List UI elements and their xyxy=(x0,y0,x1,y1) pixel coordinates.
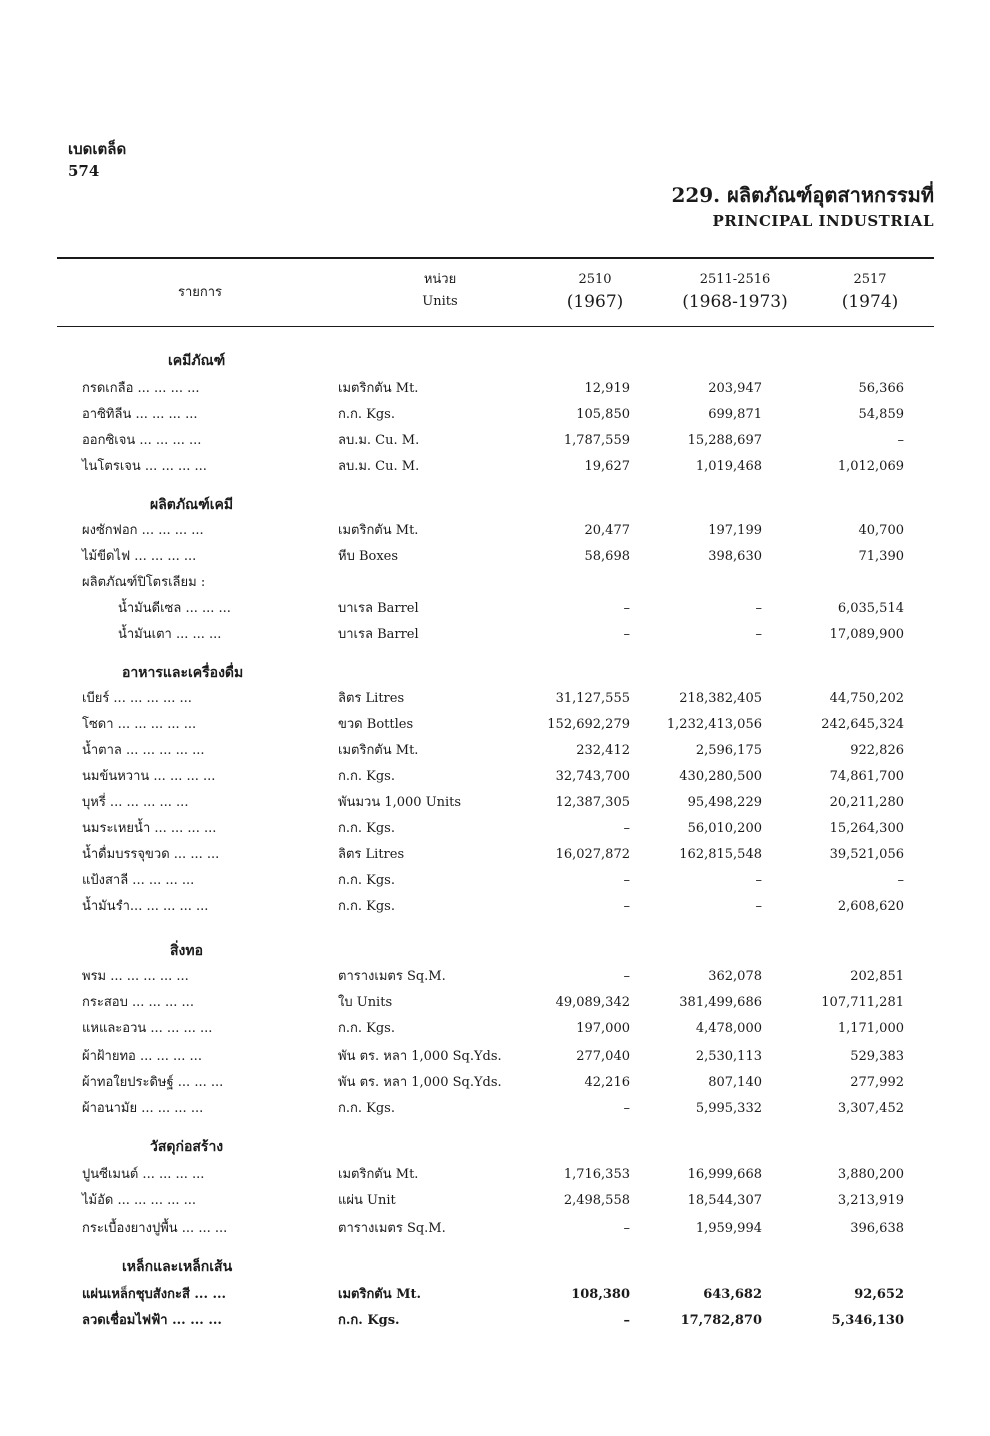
row-value-2511-2516: 18,544,307 xyxy=(687,1193,762,1208)
section-heading-row xyxy=(0,1256,990,1278)
row-unit: เมตริกตัน Mt. xyxy=(338,523,419,538)
row-unit: ลิตร Litres xyxy=(338,691,405,706)
row-item-label: บุหรี่ ... ... ... ... ... xyxy=(82,795,189,810)
row-value-2510: – xyxy=(623,1221,630,1236)
row-value-2517: 2,608,620 xyxy=(837,899,904,914)
row-item-label: นมข้นหวาน ... ... ... ... xyxy=(82,769,216,784)
table-row xyxy=(0,844,990,866)
row-value-2510: 232,412 xyxy=(576,743,630,758)
row-unit: ก.ก. Kgs. xyxy=(338,769,395,784)
row-value-2510: 16,027,872 xyxy=(555,847,630,862)
section-title: ผลิตภัณฑ์เคมี xyxy=(150,497,234,513)
column-header-2510-sub: (1967) xyxy=(566,292,624,312)
row-item-label: ไนโตรเจน ... ... ... ... xyxy=(82,459,207,474)
row-unit: พัน ตร. หลา 1,000 Sq.Yds. xyxy=(338,1075,502,1090)
row-value-2517: 242,645,324 xyxy=(821,717,904,732)
column-header-2511-2516-sub: (1968-1973) xyxy=(682,292,788,312)
row-unit: ตารางเมตร Sq.M. xyxy=(338,1221,446,1236)
section-heading-row xyxy=(0,662,990,684)
row-value-2511-2516: – xyxy=(755,601,762,616)
row-value-2517: 44,750,202 xyxy=(829,691,904,706)
column-header-unit-thai: หน่วย xyxy=(423,272,457,287)
row-value-2510: 12,919 xyxy=(584,381,630,396)
row-value-2511-2516: 15,288,697 xyxy=(687,433,762,448)
row-value-2511-2516: 699,871 xyxy=(708,407,762,422)
row-item-label: โซดา ... ... ... ... ... xyxy=(82,717,197,732)
row-value-2517: – xyxy=(897,433,904,448)
table-row xyxy=(0,740,990,762)
table-row xyxy=(0,572,990,594)
row-value-2517: 15,264,300 xyxy=(829,821,904,836)
table-row xyxy=(0,1046,990,1068)
row-item-label: กระสอบ ... ... ... ... xyxy=(82,995,194,1010)
row-value-2511-2516: 1,232,413,056 xyxy=(666,717,762,732)
row-unit: พันมวน 1,000 Units xyxy=(338,795,462,810)
row-item-label: น้ำมันเตา ... ... ... xyxy=(118,627,222,642)
row-value-2510: – xyxy=(623,601,630,616)
row-value-2511-2516: 197,199 xyxy=(708,523,762,538)
row-unit: ตารางเมตร Sq.M. xyxy=(338,969,446,984)
row-value-2510: 12,387,305 xyxy=(555,795,630,810)
row-unit: ก.ก. Kgs. xyxy=(338,899,395,914)
row-value-2511-2516: – xyxy=(755,899,762,914)
row-item-label: ผ้าฝ้ายทอ ... ... ... ... xyxy=(82,1049,202,1064)
table-row xyxy=(0,1190,990,1212)
table-row xyxy=(0,378,990,400)
table-row xyxy=(0,1018,990,1040)
row-item-label: อาซิทิลีน ... ... ... ... xyxy=(82,407,198,422)
row-value-2511-2516: 17,782,870 xyxy=(680,1313,762,1328)
row-value-2511-2516: 2,596,175 xyxy=(695,743,762,758)
row-value-2517: 3,880,200 xyxy=(837,1167,904,1182)
row-value-2517: 92,652 xyxy=(854,1287,904,1302)
row-value-2510: 49,089,342 xyxy=(555,995,630,1010)
row-unit: หีบ Boxes xyxy=(338,549,399,564)
table-row xyxy=(0,818,990,840)
section-heading-row xyxy=(0,494,990,516)
row-item-label: เบียร์ ... ... ... ... ... xyxy=(82,691,192,706)
row-unit: เมตริกตัน Mt. xyxy=(338,1167,419,1182)
row-unit: แผ่น Unit xyxy=(338,1193,396,1208)
row-value-2517: 6,035,514 xyxy=(837,601,904,616)
page-number: 574 xyxy=(68,162,100,180)
section-heading-row xyxy=(0,1136,990,1158)
row-value-2517: – xyxy=(897,873,904,888)
row-value-2510: 108,380 xyxy=(571,1287,630,1302)
row-value-2510: 32,743,700 xyxy=(555,769,630,784)
row-value-2517: 396,638 xyxy=(850,1221,904,1236)
row-unit: พัน ตร. หลา 1,000 Sq.Yds. xyxy=(338,1049,502,1064)
row-item-label: ปูนซีเมนต์ ... ... ... ... xyxy=(82,1167,205,1182)
table-row xyxy=(0,404,990,426)
row-unit: เมตริกตัน Mt. xyxy=(338,381,419,396)
row-value-2517: 1,012,069 xyxy=(837,459,904,474)
row-unit: เมตริกตัน Mt. xyxy=(338,1287,422,1302)
table-row xyxy=(0,966,990,988)
row-value-2511-2516: 643,682 xyxy=(703,1287,762,1302)
row-value-2510: 277,040 xyxy=(576,1049,630,1064)
row-unit: ขวด Bottles xyxy=(338,717,414,732)
row-unit: เมตริกตัน Mt. xyxy=(338,743,419,758)
row-item-label: น้ำตาล ... ... ... ... ... xyxy=(82,743,205,758)
row-value-2511-2516: – xyxy=(755,627,762,642)
table-row xyxy=(0,546,990,568)
row-value-2511-2516: 362,078 xyxy=(708,969,762,984)
row-value-2511-2516: 398,630 xyxy=(708,549,762,564)
row-value-2510: – xyxy=(623,1101,630,1116)
page-header-thai: เบดเตล็ด xyxy=(68,140,127,158)
row-value-2517: 20,211,280 xyxy=(829,795,904,810)
row-value-2511-2516: 381,499,686 xyxy=(679,995,762,1010)
table-row xyxy=(0,792,990,814)
table-row xyxy=(0,1098,990,1120)
row-value-2511-2516: 5,995,332 xyxy=(695,1101,762,1116)
row-value-2510: 20,477 xyxy=(584,523,630,538)
section-title: อาหารและเครื่องดื่ม xyxy=(122,665,244,681)
row-item-label: น้ำมันรำ... ... ... ... ... xyxy=(82,899,209,914)
row-value-2510: – xyxy=(623,627,630,642)
row-value-2517: 277,992 xyxy=(850,1075,904,1090)
row-item-label: กระเบื้องยางปูพื้น ... ... ... xyxy=(82,1221,228,1236)
row-value-2517: 17,089,900 xyxy=(829,627,904,642)
row-value-2517: 40,700 xyxy=(858,523,904,538)
row-unit: ก.ก. Kgs. xyxy=(338,873,395,888)
table-row xyxy=(0,624,990,646)
table-row xyxy=(0,430,990,452)
row-value-2511-2516: 4,478,000 xyxy=(695,1021,762,1036)
row-value-2511-2516: 162,815,548 xyxy=(679,847,762,862)
table-row xyxy=(0,1284,990,1306)
row-value-2510: 42,216 xyxy=(584,1075,630,1090)
row-value-2511-2516: – xyxy=(755,873,762,888)
section-title: เหล็กและเหล็กเส้น xyxy=(122,1259,233,1275)
column-header-2517-sub: (1974) xyxy=(841,292,899,312)
row-value-2517: 107,711,281 xyxy=(821,995,904,1010)
row-unit: บาเรล Barrel xyxy=(338,601,419,616)
row-unit: ก.ก. Kgs. xyxy=(338,1101,395,1116)
table-row xyxy=(0,520,990,542)
row-value-2510: – xyxy=(623,873,630,888)
table-row xyxy=(0,598,990,620)
table-title-english: PRINCIPAL INDUSTRIAL xyxy=(712,212,934,230)
row-value-2510: 31,127,555 xyxy=(555,691,630,706)
column-header-2517-year: 2517 xyxy=(853,272,887,287)
table-row xyxy=(0,688,990,710)
row-item-label: ผลิตภัณฑ์ปิโตรเลียม : xyxy=(82,575,206,590)
row-value-2511-2516: 807,140 xyxy=(708,1075,762,1090)
row-item-label: ไม้อัด ... ... ... ... ... xyxy=(82,1193,197,1208)
row-value-2517: 54,859 xyxy=(858,407,904,422)
row-item-label: ผ้าทอใยประดิษฐ์ ... ... ... xyxy=(82,1075,224,1090)
row-value-2517: 922,826 xyxy=(850,743,904,758)
table-title-thai: 229. ผลิตภัณฑ์อุตสาหกรรมที่ xyxy=(671,183,934,207)
row-item-label: นมระเหยน้ำ ... ... ... ... xyxy=(82,821,217,836)
row-value-2511-2516: 56,010,200 xyxy=(687,821,762,836)
section-heading-row xyxy=(0,940,990,962)
row-unit: ก.ก. Kgs. xyxy=(338,1313,400,1328)
row-value-2511-2516: 1,959,994 xyxy=(695,1221,762,1236)
row-value-2517: 5,346,130 xyxy=(831,1313,904,1328)
row-value-2511-2516: 430,280,500 xyxy=(679,769,762,784)
row-value-2511-2516: 95,498,229 xyxy=(687,795,762,810)
row-item-label: พรม ... ... ... ... ... xyxy=(82,969,189,984)
section-title: เคมีภัณฑ์ xyxy=(168,353,226,369)
row-value-2510: 105,850 xyxy=(576,407,630,422)
row-item-label: แผ่นเหล็กชุบสังกะสี ... ... xyxy=(82,1287,227,1302)
row-item-label: น้ำมันดีเซล ... ... ... xyxy=(118,601,231,616)
column-header-2511-2516-year: 2511-2516 xyxy=(699,272,771,287)
section-title: สิ่งทอ xyxy=(170,943,204,959)
row-value-2517: 3,307,452 xyxy=(837,1101,904,1116)
row-value-2511-2516: 2,530,113 xyxy=(695,1049,762,1064)
row-item-label: กรดเกลือ ... ... ... ... xyxy=(82,381,200,396)
row-unit: ใบ Units xyxy=(338,995,393,1010)
row-value-2517: 56,366 xyxy=(858,381,904,396)
column-header-unit-english: Units xyxy=(422,294,458,309)
row-unit: ลบ.ม. Cu. M. xyxy=(338,433,420,448)
table-row xyxy=(0,870,990,892)
row-value-2511-2516: 16,999,668 xyxy=(687,1167,762,1182)
row-item-label: ผ้าอนามัย ... ... ... ... xyxy=(82,1101,204,1116)
row-value-2510: – xyxy=(623,1313,630,1328)
row-unit: ลิตร Litres xyxy=(338,847,405,862)
row-item-label: ไม้ขีดไฟ ... ... ... ... xyxy=(82,549,197,564)
table-row xyxy=(0,766,990,788)
row-item-label: ออกซิเจน ... ... ... ... xyxy=(82,433,202,448)
row-item-label: ลวดเชื่อมไฟฟ้า ... ... ... xyxy=(82,1313,222,1328)
row-value-2517: 202,851 xyxy=(850,969,904,984)
row-value-2510: 1,787,559 xyxy=(563,433,630,448)
row-value-2517: 3,213,919 xyxy=(837,1193,904,1208)
row-unit: ก.ก. Kgs. xyxy=(338,1021,395,1036)
row-unit: ลบ.ม. Cu. M. xyxy=(338,459,420,474)
row-unit: ก.ก. Kgs. xyxy=(338,407,395,422)
table-row xyxy=(0,896,990,918)
row-value-2510: – xyxy=(623,899,630,914)
row-value-2510: 197,000 xyxy=(576,1021,630,1036)
table-row xyxy=(0,456,990,478)
table-row xyxy=(0,1218,990,1240)
row-unit: ก.ก. Kgs. xyxy=(338,821,395,836)
row-value-2517: 71,390 xyxy=(858,549,904,564)
row-value-2511-2516: 1,019,468 xyxy=(695,459,762,474)
row-value-2510: 1,716,353 xyxy=(563,1167,630,1182)
row-value-2510: – xyxy=(623,821,630,836)
row-value-2517: 74,861,700 xyxy=(829,769,904,784)
row-unit: บาเรล Barrel xyxy=(338,627,419,642)
table-row xyxy=(0,1164,990,1186)
table-row xyxy=(0,1310,990,1332)
row-value-2510: 19,627 xyxy=(584,459,630,474)
row-value-2510: – xyxy=(623,969,630,984)
row-value-2517: 39,521,056 xyxy=(829,847,904,862)
section-heading-row xyxy=(0,350,990,372)
row-value-2510: 152,692,279 xyxy=(547,717,630,732)
row-item-label: แป้งสาลี ... ... ... ... xyxy=(82,873,195,888)
row-item-label: ผงซักฟอก ... ... ... ... xyxy=(82,523,204,538)
row-item-label: แหและอวน ... ... ... ... xyxy=(82,1021,213,1036)
section-title: วัสดุก่อสร้าง xyxy=(150,1139,224,1155)
row-value-2510: 58,698 xyxy=(584,549,630,564)
table-row xyxy=(0,992,990,1014)
table-row xyxy=(0,1072,990,1094)
table-row xyxy=(0,714,990,736)
column-header-item: รายการ xyxy=(177,285,223,300)
row-item-label: น้ำดื่มบรรจุขวด ... ... ... xyxy=(82,847,220,862)
row-value-2511-2516: 218,382,405 xyxy=(679,691,762,706)
row-value-2517: 1,171,000 xyxy=(837,1021,904,1036)
column-header-2510-year: 2510 xyxy=(578,272,612,287)
row-value-2517: 529,383 xyxy=(850,1049,904,1064)
row-value-2511-2516: 203,947 xyxy=(708,381,762,396)
row-value-2510: 2,498,558 xyxy=(563,1193,630,1208)
